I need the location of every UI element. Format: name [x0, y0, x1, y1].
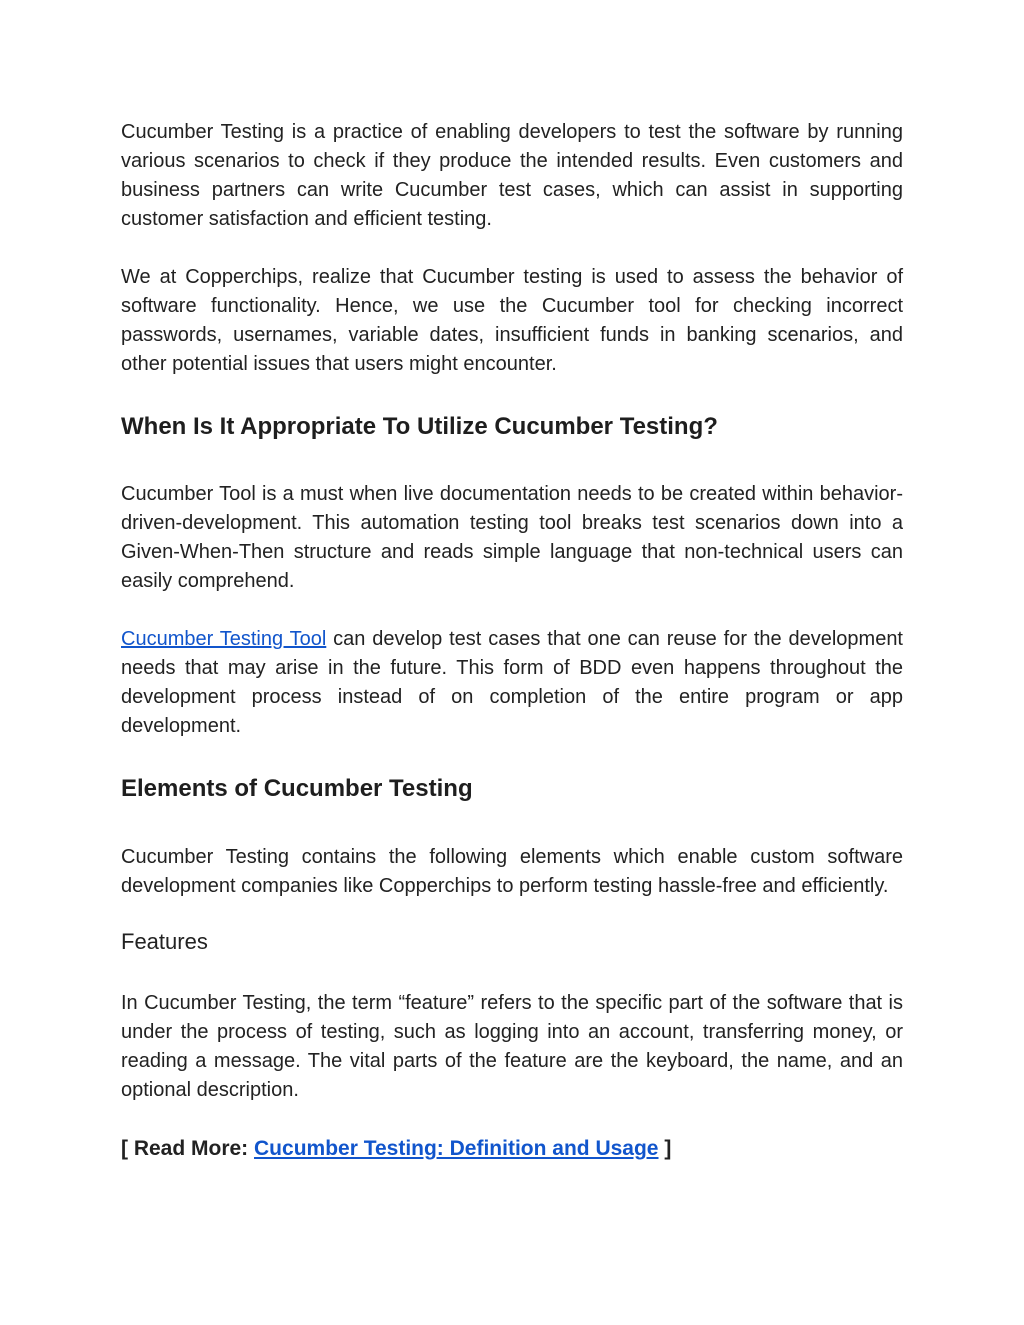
copperchips-paragraph: We at Copperchips, realize that Cucumber testing is used to assess the behavior of software functionality. Hence, we use the Cucumber tool for checking incorrect passwords, usernames, variable dates, insufficient funds in banking scenarios, and other potential issues that users might encounter. — [121, 266, 903, 375]
section-heading-elements: Elements of Cucumber Testing — [121, 775, 473, 802]
subheading-features: Features — [121, 929, 208, 954]
features-paragraph: In Cucumber Testing, the term “feature” refers to the specific part of the software that is under the process of testing, such as logging into an account, transferring money, or reading a message. The vital parts of the feature are the keyboard, the name, and an optional description. — [121, 992, 903, 1101]
bdd-documentation-paragraph: Cucumber Tool is a must when live documentation needs to be created within behavior-driven-development. This automation testing tool breaks test scenarios down into a Given-When-Then structure and reads simple language that non-technical users can easily comprehend. — [121, 483, 903, 592]
document-body — [121, 118, 903, 1164]
intro-paragraph: Cucumber Testing is a practice of enabling developers to test the software by running various scenarios to check if they produce the intended results. Even customers and business partners can write Cucumber test cases, which can assist in supporting customer satisfaction and efficient testing. — [121, 121, 903, 230]
read-more-prefix: [ Read More: — [121, 1137, 255, 1160]
read-more-line — [121, 1134, 903, 1164]
read-more-suffix: ] — [658, 1137, 672, 1160]
cucumber-testing-tool-link[interactable]: Cucumber Testing Tool — [121, 628, 327, 650]
reuse-test-cases-paragraph — [121, 625, 903, 741]
elements-intro-paragraph: Cucumber Testing contains the following elements which enable custom software development companies like Copperchips to perform testing hassle-free and efficiently. — [121, 846, 903, 897]
section-heading-when-to-use: When Is It Appropriate To Utilize Cucumber Testing? — [121, 413, 718, 440]
read-more-link[interactable]: Cucumber Testing: Definition and Usage — [254, 1137, 659, 1160]
reuse-paragraph-text: can develop test cases that one can reuse for the development needs that may arise in the future. This form of BDD even happens throughout the development process instead of on completion of the entire program or app development. — [121, 628, 903, 737]
